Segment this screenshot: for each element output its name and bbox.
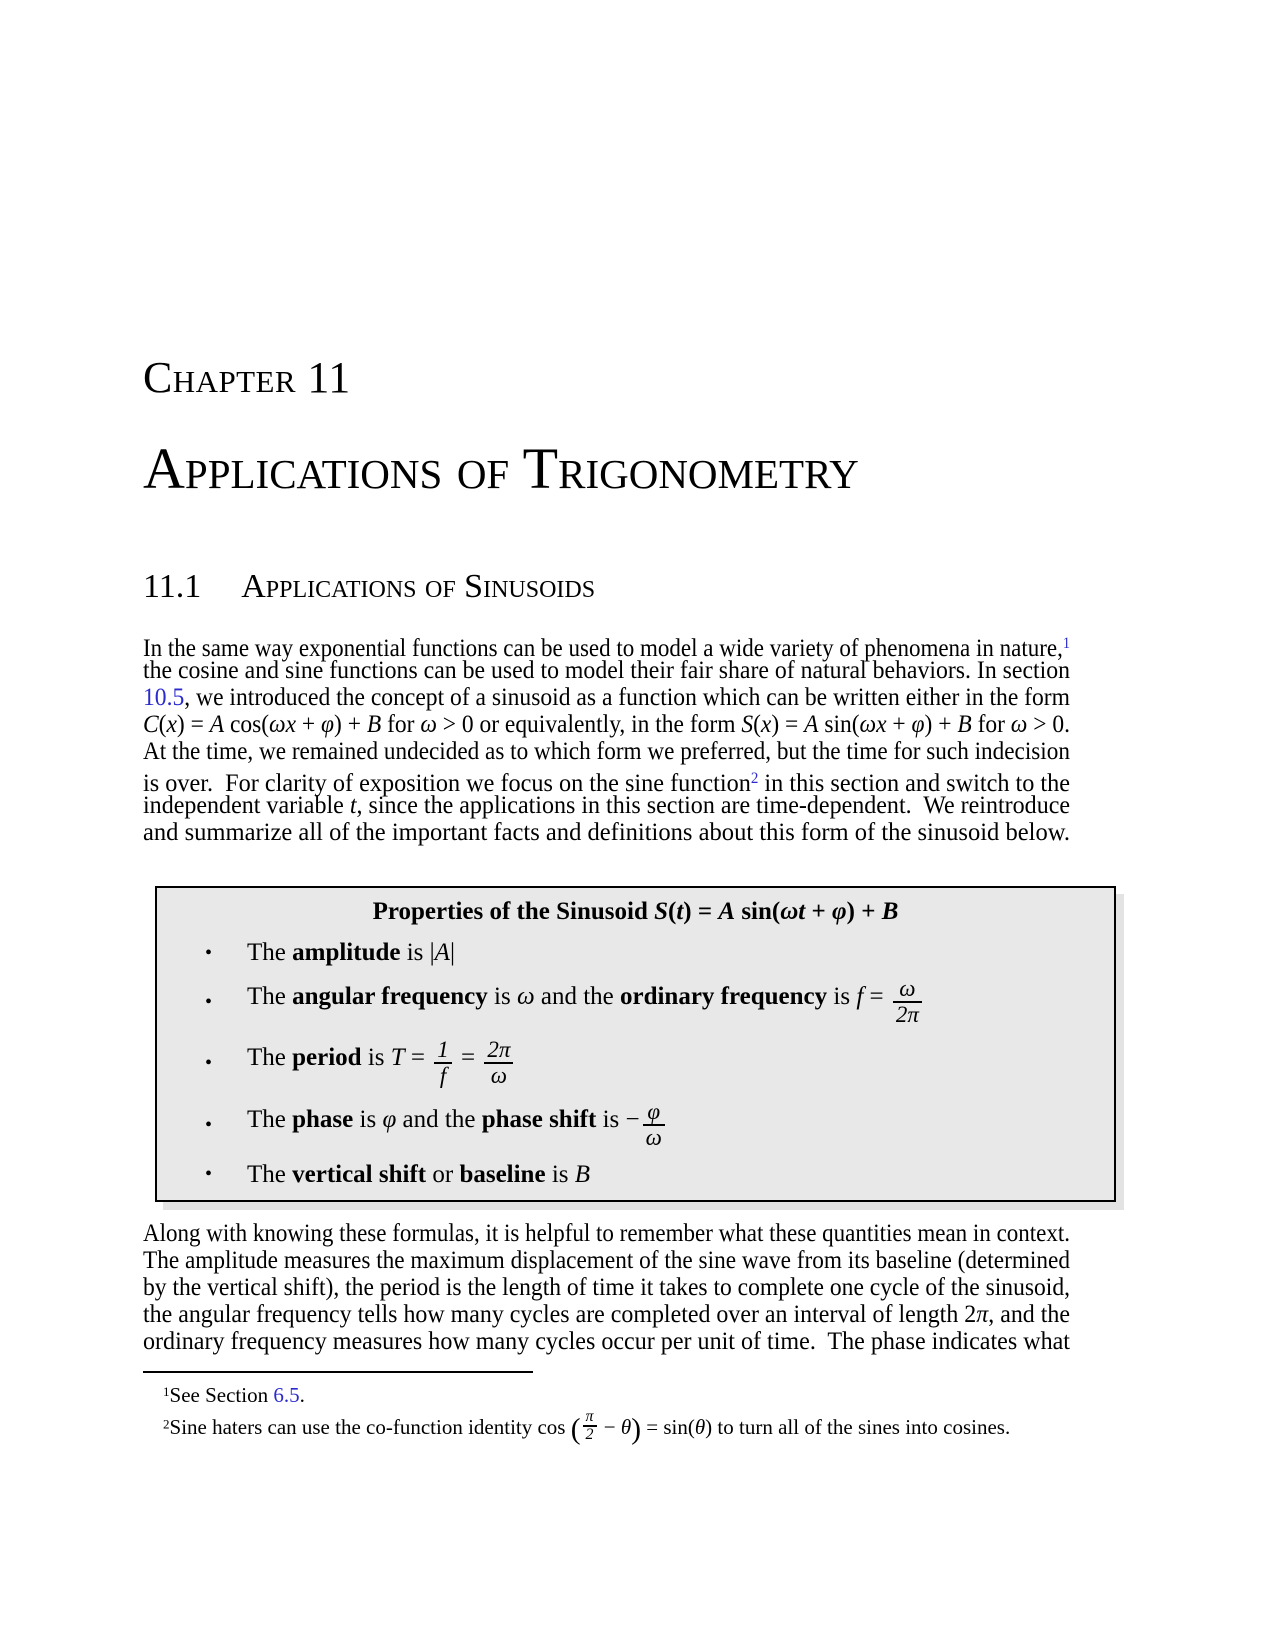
text-segment: > 0.: [1027, 711, 1070, 738]
text-line: [143, 657, 1070, 684]
section-ref-link[interactable]: 6.5: [273, 1382, 300, 1407]
text-segment: phase: [292, 1105, 354, 1133]
text-segment: and summarize all of the important facts and definitions about this form of the sinusoid below.: [143, 819, 1071, 846]
fraction: [893, 977, 922, 1027]
text-line: [143, 765, 1071, 797]
bullet-icon: •: [205, 1052, 213, 1075]
text-segment: 1: [163, 1383, 170, 1399]
text-segment: .: [299, 1382, 305, 1407]
section-heading: [143, 570, 1070, 604]
text-segment: A: [209, 711, 225, 738]
text-line-content: [143, 1274, 1070, 1301]
properties-list: [181, 939, 1090, 1188]
text-segment: +: [886, 711, 912, 738]
text-segment: , since the applications in this section are time-dependent. We reintroduce: [356, 792, 1071, 819]
text-line-content: [143, 657, 1070, 684]
text-segment: 2: [163, 1416, 170, 1432]
footnote-ref-link[interactable]: 1: [1062, 635, 1071, 652]
footnote-content: [163, 1409, 1010, 1445]
text-segment: =: [863, 983, 890, 1011]
footnote: [163, 1378, 1070, 1409]
text-segment: ω: [516, 983, 535, 1011]
text-segment: vertical shift: [292, 1160, 427, 1188]
properties-box: [155, 886, 1116, 1202]
bullet-icon: •: [205, 991, 213, 1014]
text-segment: B: [366, 711, 382, 738]
text-segment: sin(: [818, 711, 860, 738]
text-segment: ωx: [269, 711, 297, 738]
text-segment: phase shift: [481, 1105, 597, 1133]
text-segment: The: [247, 983, 293, 1011]
text-line-content: [143, 738, 1070, 765]
text-segment: and the: [534, 983, 620, 1011]
text-line: [143, 819, 1070, 846]
text-segment: Properties of the Sinusoid: [372, 898, 655, 925]
text-segment: At the time, we remained undecided as to which form we preferred, but the time for such indecision: [143, 738, 1070, 765]
text-segment: is |: [400, 939, 435, 966]
fraction: [643, 1100, 665, 1150]
property-item: [181, 1100, 1090, 1150]
chapter-number-heading: [143, 353, 1070, 402]
text-segment: φ: [911, 711, 925, 738]
text-segment: ) =: [771, 711, 805, 738]
text-segment: is: [361, 1044, 391, 1072]
text-segment: angular frequency: [292, 983, 488, 1011]
text-segment: ) +: [846, 898, 882, 925]
text-segment: B: [957, 711, 972, 738]
fraction-denominator: f: [434, 1062, 452, 1088]
section-number: 11.1: [143, 568, 202, 605]
text-segment: π: [976, 1300, 989, 1328]
text-segment: ωx: [859, 711, 887, 738]
text-segment: is: [353, 1105, 383, 1133]
text-line-content: [143, 819, 1070, 846]
text-segment: (: [668, 898, 677, 925]
text-segment: θ: [694, 1414, 706, 1439]
fraction-numerator: φ: [647, 1098, 661, 1124]
text-line-content: [143, 684, 1070, 711]
bullet-icon: •: [205, 1113, 213, 1136]
text-segment: φ: [832, 898, 847, 925]
text-line: [143, 1247, 1070, 1274]
text-line-content: [143, 792, 1070, 819]
text-segment: > 0 or equivalently, in the form: [436, 711, 742, 738]
text-segment: θ: [620, 1414, 632, 1439]
text-segment: and the: [396, 1105, 482, 1133]
text-segment: t: [349, 792, 357, 819]
section-ref-link[interactable]: 10.5: [143, 684, 185, 711]
footnote-rule: [143, 1371, 533, 1373]
text-segment: cos(: [224, 711, 270, 738]
text-segment: −: [598, 1414, 621, 1439]
text-segment: φ: [321, 711, 335, 738]
text-segment: , and the: [988, 1300, 1070, 1328]
fraction-denominator: 2: [583, 1425, 597, 1444]
text-line-content: [143, 1301, 1070, 1328]
text-segment: , we introduced the concept of a sinusoid as a function which can be written either in the form: [184, 684, 1071, 711]
fraction: [434, 1038, 452, 1088]
text-segment: In the same way exponential functions can be used to model a wide variety of phenomena in nature,: [143, 634, 1063, 662]
text-segment: ) =: [176, 711, 210, 738]
intro-paragraph: [143, 630, 1070, 846]
footnote-content: [163, 1378, 305, 1409]
text-segment: ω: [420, 711, 437, 738]
text-segment: x: [166, 711, 177, 738]
text-segment: A: [434, 939, 450, 966]
text-segment: sin(: [735, 898, 781, 925]
text-segment: by the vertical shift), the period is the length of time it takes to complete one cycle of the sinusoid,: [143, 1273, 1071, 1301]
text-line: [143, 711, 1070, 738]
text-segment: S: [741, 711, 754, 738]
text-segment: baseline: [459, 1160, 546, 1188]
text-segment: T: [390, 1044, 405, 1072]
text-segment: ) +: [924, 711, 958, 738]
text-segment: is −: [596, 1105, 640, 1133]
property-item: [181, 1038, 1090, 1088]
text-segment: The: [247, 1044, 293, 1072]
text-segment: ) =: [683, 898, 719, 925]
text-segment: +: [296, 711, 322, 738]
text-segment: The amplitude measures the maximum displacement of the sine wave from its baseline (determined: [143, 1246, 1070, 1274]
text-segment: (: [753, 711, 761, 738]
text-segment: φ: [382, 1105, 397, 1133]
text-segment: The: [247, 1105, 293, 1133]
text-segment: +: [805, 898, 832, 925]
fraction-numerator: 1: [437, 1037, 449, 1063]
page-content: [143, 0, 1070, 1445]
text-line: [143, 1328, 1070, 1355]
text-line-content: [143, 1247, 1070, 1274]
text-segment: f: [856, 983, 864, 1011]
text-segment: ordinary frequency measures how many cycles occur per unit of time. The phase indicates what: [143, 1327, 1070, 1355]
text-segment: period: [292, 1044, 362, 1072]
text-segment: C: [143, 711, 159, 738]
text-segment: ω: [1010, 711, 1028, 738]
properties-box-title: [181, 896, 1090, 928]
text-segment: ) +: [334, 711, 367, 738]
text-segment: (: [158, 711, 167, 738]
text-segment: A: [718, 898, 736, 925]
text-segment: (: [570, 1413, 581, 1446]
text-segment: for: [381, 711, 421, 738]
text-segment: See Section: [169, 1382, 274, 1407]
text-segment: ) to turn all of the sines into cosines.: [705, 1414, 1011, 1439]
property-item: [181, 1161, 1090, 1188]
text-line: [143, 684, 1070, 711]
chapter-title-text: Applications of Trigonometry: [143, 436, 859, 501]
fraction-numerator: ω: [899, 976, 916, 1001]
text-line: [143, 1220, 1070, 1247]
text-segment: = sin(: [641, 1414, 695, 1439]
text-segment: independent variable: [143, 792, 350, 819]
fraction-denominator: ω: [643, 1124, 665, 1150]
text-segment: t: [676, 898, 684, 925]
text-segment: A: [804, 711, 819, 738]
text-line-content: [143, 1328, 1070, 1355]
section-title: Applications of Sinusoids: [241, 568, 596, 605]
text-line: [143, 630, 1071, 662]
discussion-paragraph: [143, 1220, 1070, 1355]
footnote-ref-link[interactable]: 2: [750, 770, 759, 787]
text-line-content: [143, 1220, 1070, 1247]
text-segment: amplitude: [292, 939, 401, 966]
text-segment: or: [426, 1160, 460, 1188]
fraction-denominator: ω: [484, 1062, 513, 1088]
text-segment: =: [404, 1044, 432, 1072]
text-segment: the angular frequency tells how many cycles are completed over an interval of length 2: [143, 1300, 977, 1328]
text-segment: The: [247, 939, 293, 966]
text-line: [143, 1274, 1070, 1301]
text-segment: =: [454, 1044, 482, 1072]
text-segment: ordinary frequency: [619, 983, 828, 1011]
fraction-numerator: π: [585, 1407, 594, 1425]
fraction-numerator: 2π: [487, 1037, 511, 1063]
footnotes: [143, 1378, 1070, 1445]
fraction: [583, 1409, 597, 1445]
text-segment: The: [247, 1160, 293, 1188]
text-segment: is over. For clarity of exposition we focus on the sine function: [143, 769, 751, 797]
text-segment: S: [654, 898, 669, 925]
text-segment: for: [971, 711, 1011, 738]
text-segment: the cosine and sine functions can be used to model their fair share of natural behaviors. In section: [143, 657, 1071, 684]
chapter-number-text: Chapter 11: [143, 353, 351, 402]
text-line: [143, 1301, 1070, 1328]
fraction: [484, 1038, 513, 1088]
text-segment: in this section and switch to the: [758, 769, 1071, 797]
bullet-icon: •: [205, 1163, 213, 1186]
bullet-icon: •: [205, 941, 213, 964]
property-item: [181, 939, 1090, 966]
text-segment: ωt: [780, 898, 806, 925]
footnote: [163, 1409, 1070, 1445]
text-segment: B: [574, 1160, 591, 1188]
chapter-title: [143, 436, 1070, 501]
text-segment: x: [760, 711, 772, 738]
text-segment: Along with knowing these formulas, it is helpful to remember what these quantities mean in context.: [143, 1219, 1071, 1247]
text-segment: is: [545, 1160, 575, 1188]
text-segment: ): [631, 1413, 641, 1446]
fraction-denominator: 2π: [893, 1001, 922, 1027]
text-segment: B: [881, 898, 899, 925]
text-segment: is: [827, 983, 857, 1011]
text-segment: is: [487, 983, 517, 1011]
property-item: [181, 977, 1090, 1027]
text-line-content: [143, 711, 1070, 738]
text-segment: |: [449, 939, 455, 966]
text-segment: Sine haters can use the co-function identity cos: [169, 1414, 571, 1439]
text-line: [143, 738, 1070, 765]
text-line: [143, 792, 1070, 819]
